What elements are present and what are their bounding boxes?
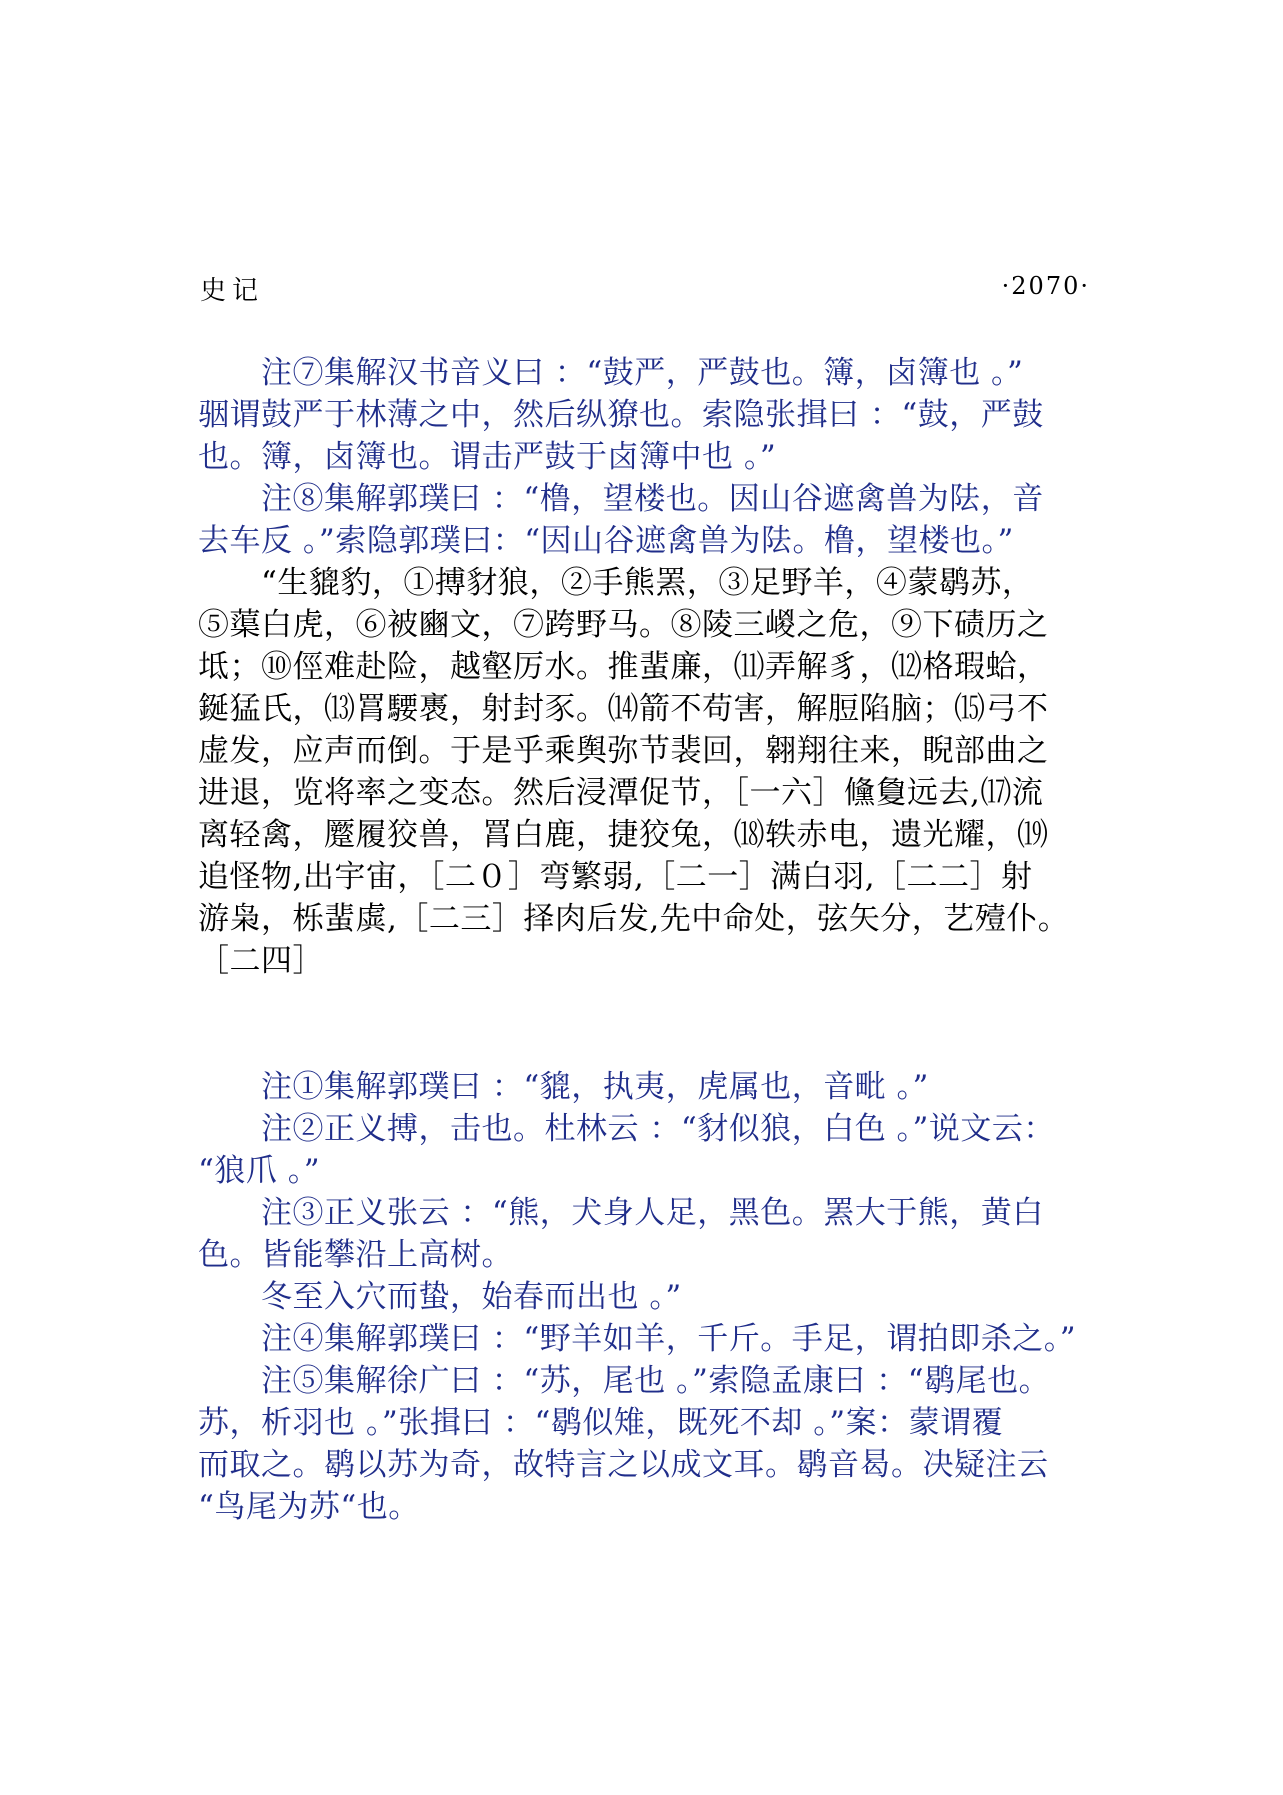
text-line: 注①集解郭璞曰 ：“貔，执夷，虎属也，音毗 。” <box>198 1069 929 1105</box>
text-line: 注⑤集解徐广曰 ：“苏，尾也 。”索隐孟康曰 ：“鹖尾也。 <box>198 1363 1051 1399</box>
page-number: ·2070· <box>1001 272 1090 300</box>
annotation-block-2 <box>198 1066 1098 1528</box>
text-line: 色。皆能攀沿上高树。 <box>198 1237 513 1273</box>
text-line: 去车反 。”索隐郭璞曰：“因山谷遮禽兽为阹。橹，望楼也。” <box>198 523 1014 559</box>
text-line: 骃谓鼓严于林薄之中，然后纵獠也。索隐张揖曰 ：“鼓，严鼓 <box>198 397 1044 433</box>
text-line: 虚发，应声而倒。于是乎乘舆弥节裴回，翱翔往来，睨部曲之 <box>198 733 1049 769</box>
text-line: 鋋猛氏，⒀罥騕褭，射封豕。⒁箭不苟害，解脰陷脑；⒂弓不 <box>198 691 1049 727</box>
annotation-block-1 <box>198 352 1098 562</box>
text-line: 离轻禽，蹷履狡兽，罥白鹿，捷狡兔，⒅轶赤电，遗光耀，⒆ <box>198 817 1049 853</box>
text-line: “狼爪 。” <box>198 1153 321 1189</box>
page-body <box>198 352 1098 1528</box>
text-line: ⑤蕖白虎，⑥被豳文，⑦跨野马。⑧陵三嵕之危，⑨下碛历之 <box>198 607 1049 643</box>
text-line: 追怪物,出宇宙，［二０］弯繁弱,［二一］满白羽,［二二］射 <box>198 859 1033 895</box>
text-line: 注③正义张云 ：“熊，犬身人足，黑色。罴大于熊，黄白 <box>198 1195 1044 1231</box>
paragraph-gap <box>198 982 1098 1066</box>
book-title: 史记 <box>200 276 265 306</box>
text-line: “生貔豹，①搏豺狼，②手熊罴，③足野羊，④蒙鹖苏， <box>198 565 1034 601</box>
text-line: 注⑦集解汉书音义曰 ：“鼓严，严鼓也。簿，卤簿也 。” <box>198 355 1024 391</box>
text-line: ［二四］ <box>198 943 324 979</box>
text-line: 注②正义搏，击也。杜林云 ：“豺似狼，白色 。”说文云： <box>198 1111 1055 1147</box>
main-text-block <box>198 562 1098 982</box>
text-line: 注⑧集解郭璞曰 ：“橹，望楼也。因山谷遮禽兽为阹，音 <box>198 481 1044 517</box>
text-line: 苏，析羽也 。”张揖曰 ：“鹖似雉，既死不却 。”案：蒙谓覆 <box>198 1405 1004 1441</box>
text-line: 注④集解郭璞曰 ：“野羊如羊，千斤。手足，谓拍即杀之。” <box>198 1321 1077 1357</box>
text-line: 冬至入穴而蛰，始春而出也 。” <box>198 1279 682 1315</box>
text-line: 也。簿，卤簿也。谓击严鼓于卤簿中也 。” <box>198 439 777 475</box>
text-line: 而取之。鹖以苏为奇，故特言之以成文耳。鹖音曷。决疑注云 <box>198 1447 1049 1483</box>
text-line: 游枭，栎蜚虡,［二三］择肉后发,先中命处，弦矢分，艺殪仆。 <box>198 901 1070 937</box>
text-line: “鸟尾为苏“也。 <box>198 1489 420 1525</box>
text-line: 坻；⑩俓难赴险，越壑厉水。推蜚廉，⑾弄解豸，⑿格瑕蛤， <box>198 649 1049 685</box>
text-line: 进退，览将率之变态。然后浸潭促节，［一六］儵敻远去,⒄流 <box>198 775 1044 811</box>
page-header <box>200 270 1090 310</box>
